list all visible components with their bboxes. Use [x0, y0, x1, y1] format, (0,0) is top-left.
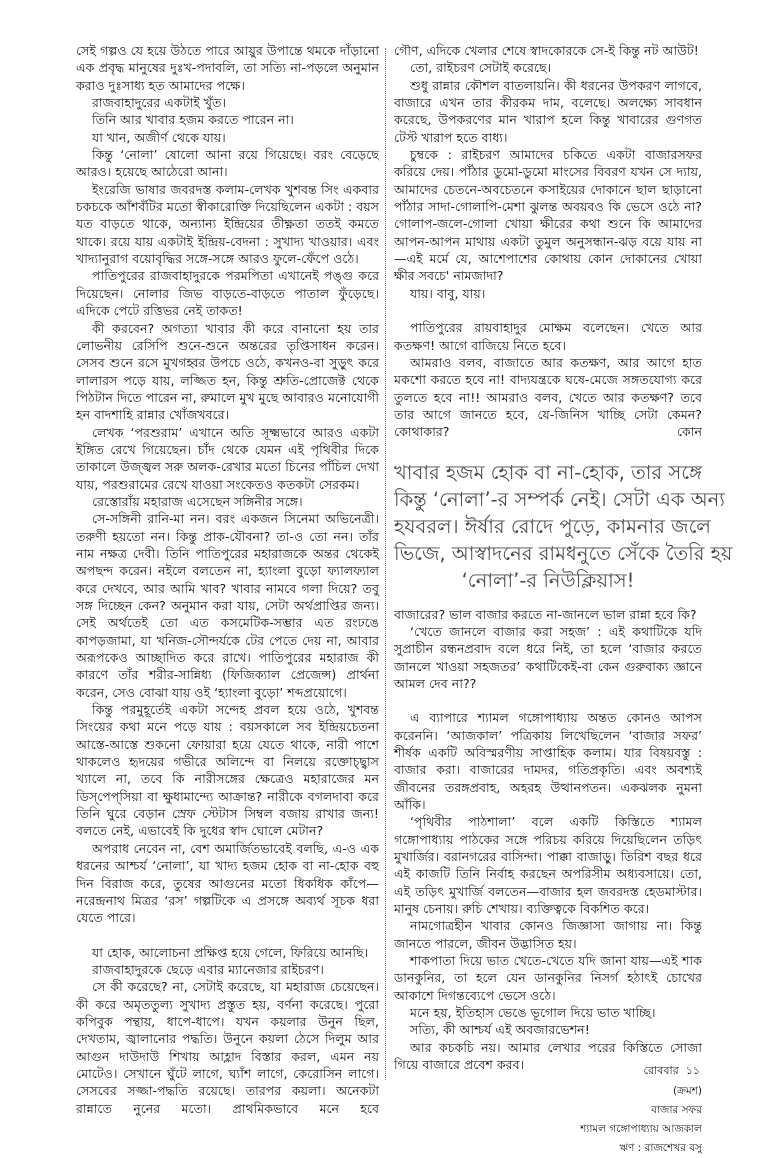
- paragraph: কিন্তু ‘নোলা’ ষোলো আনা রয়ে গিয়েছে। বরং বেড়েছে আরও। হয়েছে আঠেরো আনা।: [76, 147, 379, 180]
- paragraph: রাজবাহাদুরকে ছেড়ে এবার ম্যানেজার রাইচরণ।: [92, 961, 324, 977]
- page-number: ১১: [685, 1064, 700, 1077]
- paragraph: কিন্তু পরমুহূর্তেই একটা সন্দেহ প্রবল হয়ে ওঠে, খুশবন্ত সিংয়ের কথা মনে পড়ে যায় : বয়সকালে সব ইন্দ্রিয়চেতনা আস্তে-আস্তে শুকনো ফোয়ারা হয়ে যেতে থাকে, নারী পাশে থাকলেও হৃদয়ের গভীরে অলিন্দে বা নিলয়ে রক্তোচ্ছ্বাস খ্যালে না, তবে কি নারীসঙ্গের ক্ষেত্রেও মহারাজের মন ডিস্‌পেপ্‌সিয়া বা ক্ষুধামান্দ্যে আক্রান্ত? নারীকে বগলদাবা করে তিনি ঘুরে বেড়ান স্রেফ স্টেটাস সিম্বল বজায় রাখার জন্য! বলতে নেই, এভাবেই কি দুধের স্বাদ ঘোলে মেটান?: [76, 702, 379, 839]
- paragraph: ‘পৃথিবীর পাঠশালা’ বলে একটি কিস্তিতে শ্যামল গঙ্গোপাধ্যায় পাঠকের সঙ্গে পরিচয় করিয়ে দিয়েছিলেন তড়িৎ মুখার্জির। বরানগরের বাসিন্দা। পাক্কা বাজাড়ু। তিরিশ বছর ধরে এই কাজটি তিনি নির্বাহ করছেন অপরিসীম অধ্যবসায়ে। তো, এই তড়িৎ মুখার্জি বলতেন—বাজার হল জবরদস্ত হেডমাস্টার। মানুষ চেনায়। রুচি শেখায়। ব্যক্তিত্বকে বিকশিত করে।: [394, 814, 702, 917]
- paragraph: ‘খেতে জানলে বাজার করা সহজ’ : এই কথাটিকে যদি সুপ্রাচীন রন্ধনপ্রবাদ বলে ধরে নিই, তা হলে ‘বাজার করতে জানলে খাওয়া সহজতর’ কথাটিকেই-বা কেন গুরুবাক্য জ্ঞানে আমল দেব না??: [394, 623, 702, 691]
- paragraph: শুধু রান্নার কৌশল বাতলায়নি। কী ধরনের উপকরণ লাগবে, বাজারে এখন তার কীরকম দাম, বলেছে। অলক্ষ্যে সাবধান করেছে, উপকরণের মান খারাপ হলে কিন্তু খাবারের গুণগত টেস্ট খারাপ হতে বাধ্য।: [394, 77, 702, 145]
- paragraph: আর কচকচি নয়। আমার লেখার পরের কিস্তিতে সোজা গিয়ে বাজারে প্রবেশ করব।: [394, 1039, 702, 1073]
- pull-quote-line: ‘নোলা’-র নিউক্লিয়াস!: [461, 568, 635, 592]
- paragraph: সে-সঙ্গিনী রানি-মা নন। বরং একজন সিনেমা অভিনেত্রী। তরুণী হয়তো নন। কিন্তু প্রাক-যৌবনা? তা-ও তো নন। তাঁর নাম নক্ষত্র দেবী। তিনি পাতিপুরের মহারাজকে অন্তর থেকেই অপছন্দ করেন। নইলে বলতেন না, হ্যাংলা বুড়ো ফ্যালফ্যাল করে দেখবে, আর আমি খাব? খাবার নামবে গলা দিয়ে? তবু সঙ্গ দিচ্ছেন কেন? অনুমান করা যায়, সেটা অর্থপ্রাপ্তির জন্য। সেই অর্থতেই তো এত কসমেটিক-সম্ভার এত রংঢঙে কাপড়জামা, যা খনিজ-সৌন্দর্যকে টের পেতে দেয় না, আবার অরূপকেও আচ্ছাদিত করে রাখে। পাতিপুরের মহারাজ কী কারণে তাঁর শরীর-সান্নিধ্য (ফিজিক্যাল প্রেজেন্স) প্রার্থনা করেন, সেও বোঝা যায় ওই ‘হ্যাংলা বুড়ো’ শব্দপ্রয়োগে।: [76, 511, 379, 700]
- paragraph: সত্যি, কী আশ্চর্য এই অবজারভেশন!: [410, 1022, 590, 1038]
- paragraph: কী করবেন? অগত্যা খাবার কী করে বানানো হয় তার লোভনীয় রেসিপি শুনে-শুনে অন্তরের তৃপ্তিসাধন করেন। সেসব শুনে রসে মুখগহ্বর উপচে ওঠে, কখনও-বা সুড়ুৎ করে লালারস পড়ে যায়, লজ্জিত হন, কিন্তু শ্রুতি-প্রোজেক্ট থেকে পিঠটান দিতে পারেন না, রুমালে মুখ মুছে আবারও মনোযোগী হন বাদশাহি রান্নার খোঁজখবরে।: [76, 320, 379, 423]
- right-column: [394, 42, 733, 1158]
- paragraph: সে কী করেছে? না, সেটাই করেছে, যা মহারাজ চেয়েছেন। কী করে অমৃততুল্য সুখাদ্য প্রস্তুত হয়, বর্ণনা করেছে। পুরো কপিবুক পন্থায়, ধাপে-ধাপে। যখন কয়লার উনুন ছিল, দেখতাম, জ্বালানোর পদ্ধতি। উনুনে কয়লা ঠেসে দিলুম আর আগুন দাউদাউ শিখায় আহ্লাদ বিস্তার করল, এমন নয় মোটেও। সেখানে ঘুঁটে লাগে, ঘ্যাঁশ লাগে, কেরোসিন লাগে। সেসবের সজ্জা-পদ্ধতি রয়েছে। তারপর কয়লা। অনেকটা রান্নাতে নুনের মতো। প্রাথমিকভাবে মনে হবে: [76, 979, 379, 1116]
- source-title: বাজার সফর: [651, 1103, 702, 1116]
- paragraph: তো, রাইচরণ সেটাই করেছে।: [410, 60, 552, 76]
- paragraph: নামগোত্রহীন খাবার কোনও জিজ্ঞাসা জাগায় না। কিন্তু জানতে পারলে, জীবন উদ্ভাসিত হয়।: [394, 918, 702, 951]
- column-divider: [385, 48, 386, 1080]
- paragraph: রেস্তোরাঁয় মহারাজ এসেছেন সঙ্গিনীর সঙ্গে।: [92, 493, 303, 509]
- paragraph: অপরাধ নেবেন না, বেশ অমার্জিতভাবেই বলছি, এ-ও এক ধরনের আশ্চর্য ‘নোলা’, যা খাদ্য হজম হোক বা না-হোক বহু দিন বিরাজ করে, তুষের আগুনের মতো ধিকধিক কাঁপে—নরেন্দ্রনাথ মিত্রর ‘রস’ গল্পটিকে এ প্রসঙ্গে অব্যর্থ সূচক ধরা যেতে পারে।: [76, 840, 379, 926]
- paragraph: আমরাও বলব, বাজাতে আর কতক্ষণ, আর আগে হাত মকশো করতে হবে না! বাদ্যযন্ত্রকে ঘষে-মেজে সঙ্গতযোগ্য করে তুলতে হবে না!! আমরাও বলব, খেতে আর কতক্ষণ? তবে তার আগে জানতে হবে, যে-জিনিস খাচ্ছি সেটা কেমন? কোথাকার? কোন: [394, 354, 702, 440]
- paragraph: শাকপাতা দিয়ে ভাত খেতে-খেতে যদি জানা যায়—এই শাক ডানকুনির, তা হলে যেন ডানকুনির নিসর্গ হঠাৎই চোখের আকাশে দিগন্তব্যেপে ভেসে ওঠে।: [394, 953, 702, 1003]
- credits: [394, 1082, 702, 1158]
- right-column-top: [394, 42, 702, 441]
- source-author: শ্যামল গঙ্গোপাধ্যায় আজকাল: [580, 1122, 702, 1135]
- right-column-bottom: [394, 606, 702, 1074]
- paragraph: চুম্বকে : রাইচরণ আমাদের চকিতে একটা বাজারসফর করিয়ে দেয়। পাঁঠার ডুমো-ডুমো মাংসের বিবরণ যখন সে দ্যায়, আমাদের চেতনে-অবচেতনে কসাইয়ের দোকানে ছাল ছাড়ানো পাঁঠার সাদা-গোলাপি-মেশা ঝুলন্ত অবয়বও কি ভেসে ওঠে না? গোলাপ-জলে-গোলা খোয়া ক্ষীরের কথা শুনে কি আমাদের আপন-আপন মাথায় একটা তুমুল অনুসন্ধান-ঝড় বয়ে যায় না—এই মর্মে যে, আশেপাশের কোথায় কোন দোকানের খোয়া ক্ষীর সবচে' নামজাদা?: [394, 147, 702, 284]
- pull-quote-line: খাবার হজম হোক বা না-হোক, তার সঙ্গে: [394, 460, 703, 484]
- paragraph: পাতিপুরের রাজবাহাদুরকে পরমপিতা এখানেই পঙ্গু করে দিয়েছেন। নোলার জিভ বাড়তে-বাড়তে পাতাল ফুঁড়েছে। এদিকে পেটে রত্তিভর নেই তাকত!: [76, 268, 379, 319]
- left-column: [76, 42, 379, 1117]
- paragraph: মনে হয়, ইতিহাস ভেঙে ভূগোল দিয়ে ভাত খাচ্ছি।: [410, 1005, 656, 1021]
- paragraph: যায়। বাবু, যায়।: [410, 285, 486, 301]
- paragraph-gap: [394, 692, 702, 709]
- paragraph: ইংরেজি ভাষার জবরদস্ত কলাম-লেখক খুশবন্ত সিং একবার চকচকে আঁশবঁটির মতো স্বীকারোক্তি দিয়েছিলেন একটা : বয়স যত বাড়তে থাকে, অন্যান্য ইন্দ্রিয়ের তীক্ষ্ণতা ততই কমতে থাকে। রয়ে যায় একটাই ইন্দ্রিয়-বেদনা : সুখাদ্য খাওয়ার। এবং খাদ্যানুরাগ বয়োবৃদ্ধির সঙ্গে-সঙ্গে আরও ফুলে-ফেঁপে ওঠে।: [76, 181, 379, 267]
- page-footer: [644, 1062, 700, 1081]
- paragraph: রাজবাহাদুরের একটাই খুঁত।: [92, 95, 226, 111]
- paragraph: সেই গল্পও যে হয়ে উঠতে পারে আয়ুর উপান্তে থমকে দাঁড়ানো এক প্রবৃদ্ধ মানুষের দুঃখ-পদাবলি, তা সত্যি না-পড়লে অনুমান করাও দুঃসাধ্য হত আমাদের পক্ষে।: [76, 43, 379, 93]
- publication-name: রোববার: [643, 1064, 679, 1077]
- paragraph: পাতিপুরের রায়বাহাদুর মোক্ষম বলেছেন। খেতে আর কতক্ষণ! আগে বাজিয়ে নিতে হবে।: [394, 320, 702, 353]
- paragraph: তিনি আর খাবার হজম করতে পারেন না।: [92, 112, 294, 128]
- pull-quote-line: ভিজে, আস্বাদনের রামধনুতে সেঁকে তৈরি হয়: [394, 541, 733, 565]
- paragraph: গৌণ, এদিকে খেলার শেষে স্বাদকোরকে সে-ই কিন্তু নট আউট!: [394, 43, 699, 58]
- paragraph-gap: [76, 927, 379, 944]
- paragraph: এ ব্যাপারে শ্যামল গঙ্গোপাধ্যায় অন্তত কোনও আপস করেননি। ‘আজকাল’ পত্রিকায় লিখেছিলেন ‘বাজার সফর’ শীর্ষক একটি অবিস্মরণীয় সাপ্তাহিক কলাম। যার বিষয়বস্তু : বাজার করা। বাজারের দামদর, গতিপ্রকৃতি। এবং অবশ্যই জীবনের তরঙ্গপ্রবাহ, অহরহ উত্থানপতন। একঝলক নুমনা আঁকি।: [394, 710, 702, 812]
- pull-quote: [394, 459, 733, 594]
- pull-quote-line: হযবরল। ঈর্ষার রোদে পুড়ে, কামনার জলে: [394, 514, 711, 538]
- pull-quote-line: কিন্তু ‘নোলা’-র সম্পর্ক নেই। সেটা এক অন্য: [394, 487, 725, 511]
- paragraph-gap: [394, 302, 702, 319]
- continued-note: (ক্রমশ): [672, 1084, 702, 1097]
- paragraph: যা খান, অজীর্ণ থেকে যায়।: [92, 129, 226, 145]
- paragraph: যা হোক, আলোচনা প্রক্ষিপ্ত হয়ে গেলে, ফিরিয়ে আনছি।: [92, 944, 369, 960]
- acknowledgement: ঋণ : রাজশেখর বসু: [619, 1141, 702, 1154]
- paragraph: লেখক ‘পরশুরাম’ এখানে অতি সূক্ষ্মভাবে আরও একটা ইঙ্গিত রেখে গিয়েছেন। চাঁদ থেকে যেমন এই পৃথিবীর দিকে তাকালে উজ্জ্বল সরু অলক-রেখার মতো চিনের পাঁচিল দেখা যায়, পরশুরামের রেখে যাওয়া সংকেতও কতকটা সেরকম।: [76, 424, 379, 492]
- paragraph: বাজারের? ভাল বাজার করতে না-জানলে ভাল রান্না হবে কি?: [394, 606, 697, 622]
